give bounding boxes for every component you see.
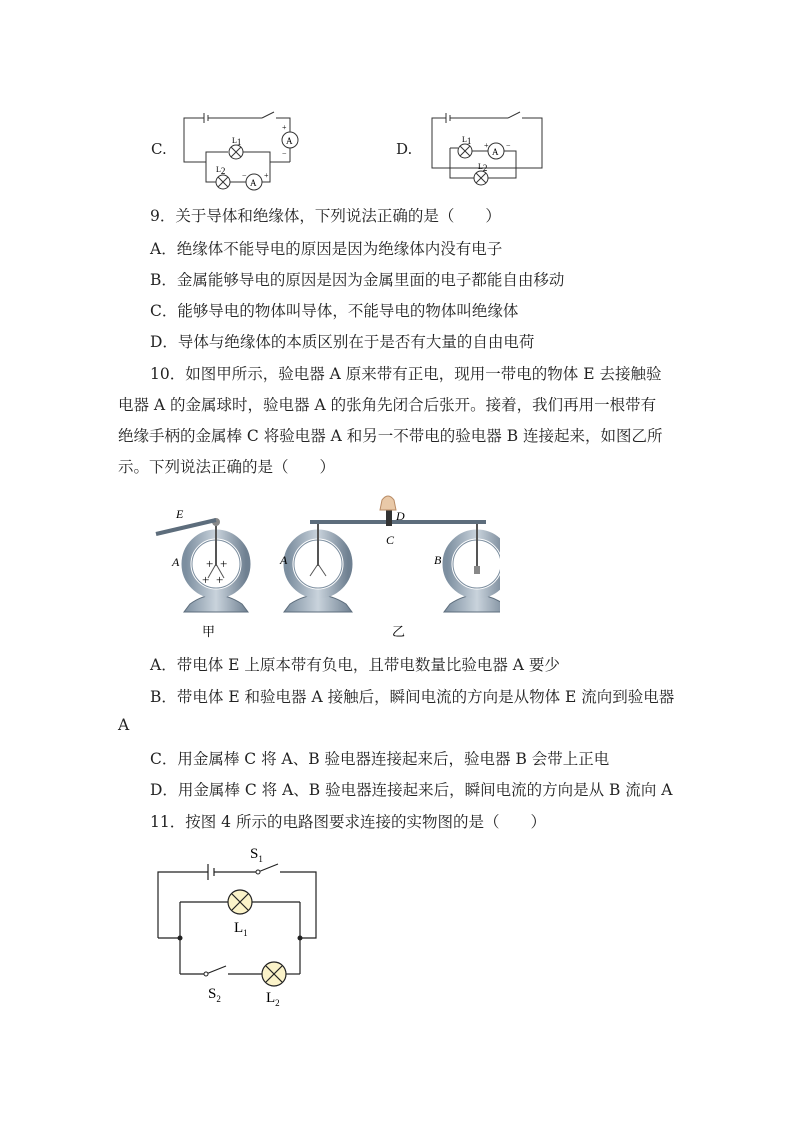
circuit-diagram-d (426, 104, 551, 189)
question-10-stem-4: 示。下列说法正确的是（ ） (118, 458, 336, 476)
electroscope-a-left (184, 518, 248, 612)
question-10-stem-2: 电器 A 的金属球时，验电器 A 的张角先闭合后张开。接着，我们再用一根带有 (118, 396, 657, 414)
question-10-stem-1: 10．如图甲所示，验电器 A 原来带有正电，现用一带电的物体 E 去接触验 (150, 365, 662, 383)
electroscope-a-right (284, 524, 352, 612)
label-e: E (176, 507, 184, 521)
label-l2: $L_2$ (266, 990, 280, 1008)
question-11-stem: 11．按图 4 所示的电路图要求连接的实物图的是（ ） (150, 813, 546, 831)
electroscope-b (444, 524, 500, 612)
svg-text:+: + (216, 572, 224, 587)
svg-text:−: − (242, 171, 247, 180)
question-10-option-d: D．用金属棒 C 将 A、B 验电器连接起来后，瞬间电流的方向是从 B 流向 A (150, 781, 673, 799)
hand-icon (380, 496, 396, 510)
svg-text:L2: L2 (216, 165, 226, 176)
circuit-diagram-c (178, 104, 303, 194)
label-s1: $S_1$ (250, 846, 263, 864)
svg-text:+: + (282, 123, 287, 132)
option-d-label: D. (396, 140, 413, 158)
question-10-option-c: C．用金属棒 C 将 A、B 验电器连接起来后，验电器 B 会带上正电 (150, 750, 610, 768)
electroscope-figure (150, 494, 500, 644)
circuit-diagram-q11 (150, 840, 330, 1015)
svg-text:+: + (206, 556, 214, 571)
svg-text:+: + (220, 556, 228, 571)
svg-text:−: − (506, 141, 511, 150)
question-9-option-a: A．绝缘体不能导电的原因是因为绝缘体内没有电子 (150, 240, 503, 258)
svg-text:L1: L1 (462, 135, 472, 146)
label-l1: $L_1$ (234, 920, 248, 938)
label-d: D (396, 509, 405, 523)
svg-text:−: − (282, 149, 287, 158)
question-10-option-b-cont: A (118, 716, 130, 734)
question-9-stem: 9．关于导体和绝缘体，下列说法正确的是（ ） (150, 207, 501, 225)
ammeter-label: A (286, 136, 293, 146)
caption-yi: 乙 (392, 624, 406, 639)
question-9-option-c: C．能够导电的物体叫导体，不能导电的物体叫绝缘体 (150, 302, 519, 320)
label-s2: $S_2$ (208, 986, 221, 1004)
ammeter-label-2: A (250, 178, 257, 188)
question-10-stem-3: 绝缘手柄的金属棒 C 将验电器 A 和另一不带电的验电器 B 连接起来，如图乙所 (118, 427, 663, 445)
svg-text:+: + (202, 572, 210, 587)
option-c-label: C. (151, 140, 167, 158)
question-9-option-d: D．导体与绝缘体的本质区别在于是否有大量的自由电荷 (150, 333, 535, 351)
svg-text:L2: L2 (478, 162, 488, 173)
question-9-option-b: B．金属能够导电的原因是因为金属里面的电子都能自由移动 (150, 271, 565, 289)
question-10-option-b: B．带电体 E 和验电器 A 接触后，瞬间电流的方向是从物体 E 流向到验电器 (150, 688, 675, 706)
label-a-left: A (172, 555, 180, 569)
label-c: C (386, 533, 395, 547)
svg-text:+: + (264, 171, 269, 180)
question-10-option-a: A．带电体 E 上原本带有负电，且带电数量比验电器 A 要少 (150, 656, 560, 674)
svg-text:L1: L1 (232, 136, 242, 147)
caption-jia: 甲 (202, 624, 216, 639)
label-a-right: A (280, 553, 288, 567)
svg-text:A: A (492, 147, 499, 157)
svg-text:+: + (484, 141, 489, 150)
label-b: B (434, 553, 442, 567)
